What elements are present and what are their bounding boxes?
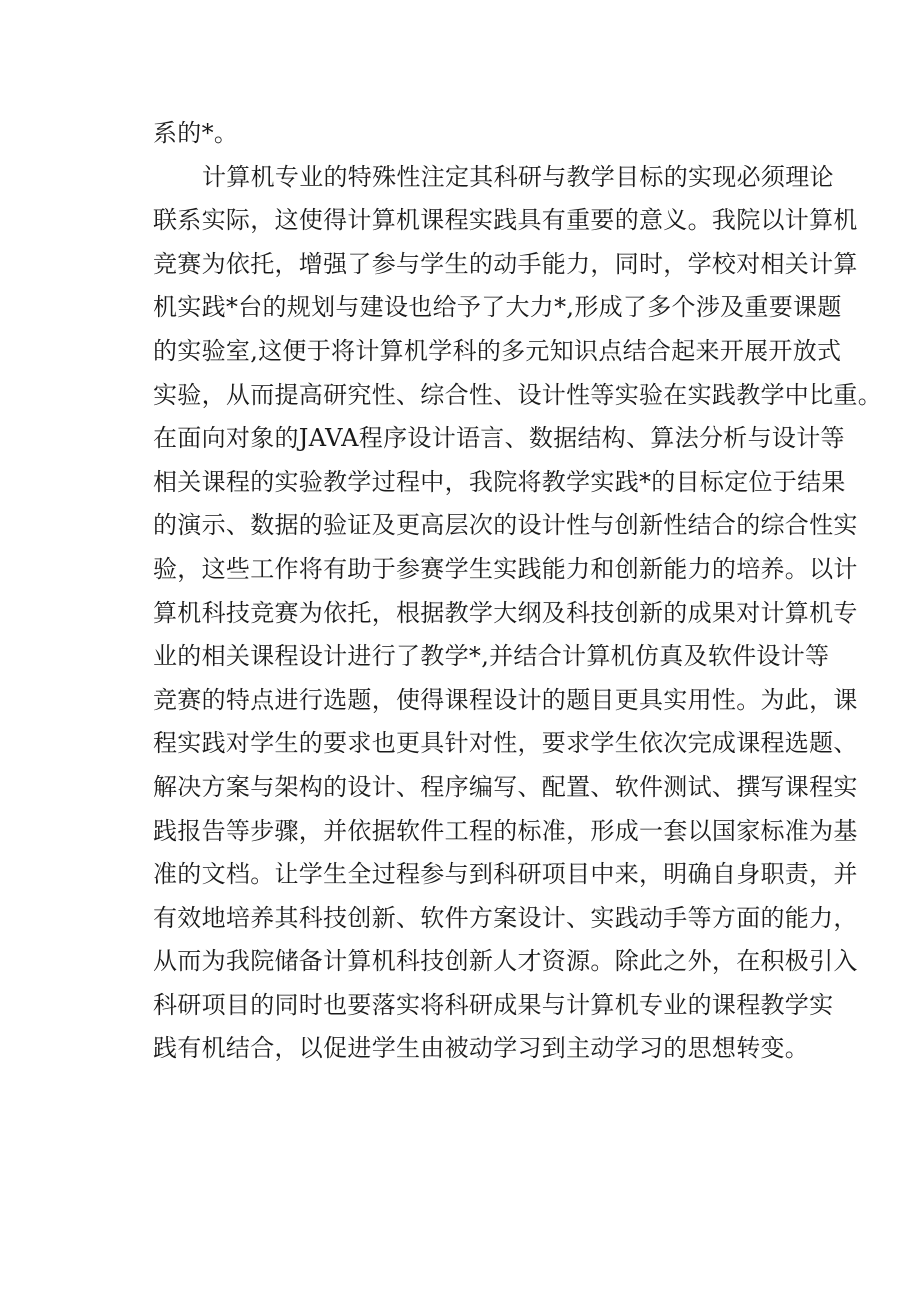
text-line: 联系实际，这使得计算机课程实践具有重要的意义。我院以计算机 <box>153 206 858 235</box>
body-text <box>153 112 882 1071</box>
text-line: 相关课程的实验教学过程中，我院将教学实践*的目标定位于结果 <box>153 467 846 496</box>
text-line: 的演示、数据的验证及更高层次的设计性与创新性结合的综合性实 <box>153 511 858 540</box>
text-line: 解决方案与架构的设计、程序编写、配置、软件测试、撰写课程实 <box>153 772 858 801</box>
paragraph-first-line: 计算机专业的特殊性注定其科研与教学目标的实现必须理论 <box>202 162 834 191</box>
text-line: 算机科技竞赛为依托，根据教学大纲及科技创新的成果对计算机专 <box>153 598 858 627</box>
text-line: 竞赛为依托，增强了参与学生的动手能力，同时，学校对相关计算 <box>153 249 858 278</box>
text-line: 实验，从而提高研究性、综合性、设计性等实验在实践教学中比重。 <box>153 380 882 409</box>
text-line: 在面向对象的JAVA程序设计语言、数据结构、算法分析与设计等 <box>153 424 845 453</box>
text-line: 的实验室,这便于将计算机学科的多元知识点结合起来开展开放式 <box>153 336 842 365</box>
text-line: 科研项目的同时也要落实将科研成果与计算机专业的课程教学实 <box>153 990 834 1019</box>
text-line: 系的*。 <box>153 119 239 147</box>
text-line: 验，这些工作将有助于参赛学生实践能力和创新能力的培养。以计 <box>153 554 858 583</box>
text-line: 程实践对学生的要求也更具针对性，要求学生依次完成课程选题、 <box>153 729 858 758</box>
text-line: 从而为我院储备计算机科技创新人才资源。除此之外，在积极引入 <box>153 947 858 976</box>
text-line: 机实践*台的规划与建设也给予了大力*,形成了多个涉及重要课题 <box>153 293 842 322</box>
text-line: 践有机结合，以促进学生由被动学习到主动学习的思想转变。 <box>153 1034 810 1063</box>
text-line: 业的相关课程设计进行了教学*,并结合计算机仿真及软件设计等 <box>153 642 830 671</box>
text-line: 有效地培养其科技创新、软件方案设计、实践动手等方面的能力， <box>153 903 858 932</box>
text-line: 竞赛的特点进行选题，使得课程设计的题目更具实用性。为此，课 <box>153 685 858 714</box>
text-line: 践报告等步骤，并依据软件工程的标准，形成一套以国家标准为基 <box>153 816 858 845</box>
text-line: 准的文档。让学生全过程参与到科研项目中来，明确自身职责，并 <box>153 860 858 889</box>
